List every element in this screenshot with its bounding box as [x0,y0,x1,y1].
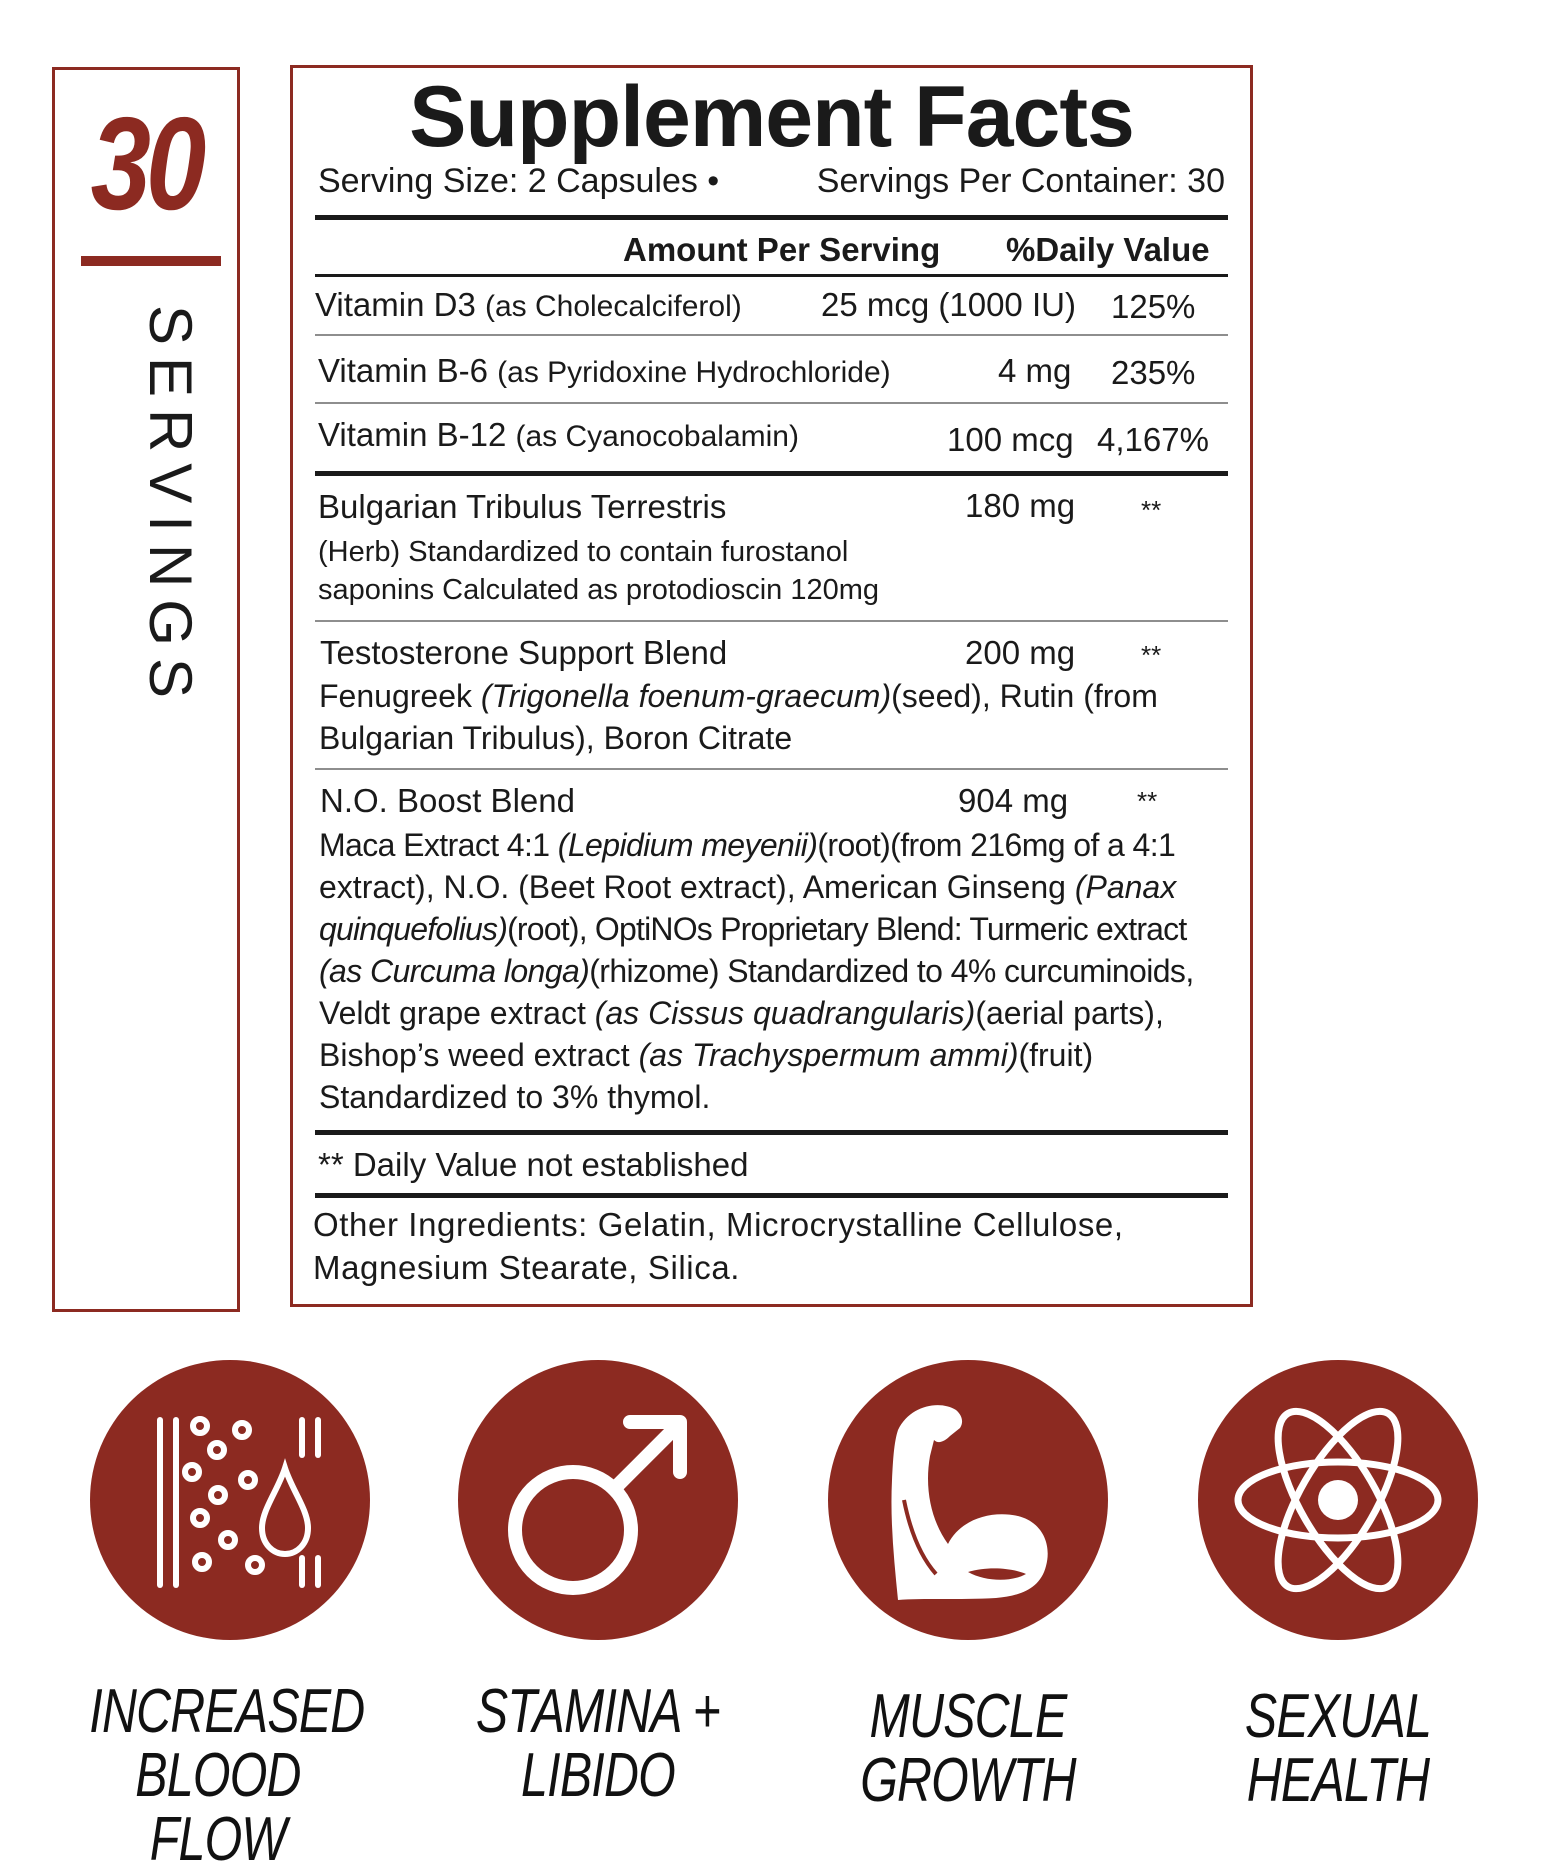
no-blend-desc-4: (as Curcuma longa)(rhizome) Standardized to 4% curcuminoids, [319,953,1194,989]
servings-label: SERVINGS [137,305,204,710]
testosterone-blend-desc-2: Bulgarian Tribulus), Boron Citrate [319,720,793,756]
vitamin-b6-name: Vitamin B-6 (as Pyridoxine Hydrochloride) [318,352,891,389]
divider [315,274,1228,277]
divider [315,1193,1228,1198]
benefit-label-stamina: STAMINA + LIBIDO [475,1677,721,1810]
vitamin-d3-amount: 25 mcg (1000 IU) [821,286,1076,323]
vitamin-b6-dv: 235% [1111,354,1196,391]
servings-panel [52,67,240,1312]
tribulus-desc-1: (Herb) Standardized to contain furostanol [318,536,849,568]
no-blend-name: N.O. Boost Blend [320,782,575,819]
vitamin-d3-name: Vitamin D3 (as Cholecalciferol) [315,286,742,323]
no-blend-desc-7: Standardized to 3% thymol. [319,1079,711,1115]
serving-info [318,162,1225,201]
no-blend-desc-2: extract), N.O. (Beet Root extract), American Ginseng (Panax [319,869,1177,905]
testosterone-blend-desc-1: Fenugreek (Trigonella foenum-graecum)(seed), Rutin (from [319,678,1158,714]
benefit-label-muscle: MUSCLE GROWTH [860,1682,1076,1815]
testosterone-blend-name: Testosterone Support Blend [320,634,728,671]
no-blend-desc-5: Veldt grape extract (as Cissus quadrangularis)(aerial parts), [319,995,1164,1031]
divider [315,334,1228,336]
testosterone-blend-dv: ** [1141,640,1162,670]
divider [315,402,1228,404]
no-blend-desc-1: Maca Extract 4:1 (Lepidium meyenii)(root)(from 216mg of a 4:1 [319,827,1176,863]
benefit-label-sexual-health: SEXUAL HEALTH [1244,1682,1432,1815]
servings-count: 30 [90,90,202,237]
tribulus-dv: ** [1141,495,1162,525]
header-daily-value: %Daily Value [1006,231,1210,268]
flexed-arm-icon [828,1360,1108,1640]
testosterone-blend-amount: 200 mg [965,634,1076,671]
vitamin-d3-dv: 125% [1111,288,1196,325]
tribulus-desc-2: saponins Calculated as protodioscin 120mg [318,574,880,606]
tribulus-name: Bulgarian Tribulus Terrestris [318,488,727,525]
benefit-label-blood-flow: INCREASED BLOOD FLOW [89,1677,365,1874]
no-blend-desc-3: quinquefolius)(root), OptiNOs Proprietary Blend: Turmeric extract [319,911,1187,947]
divider [315,471,1228,476]
atom-icon [1198,1360,1478,1640]
no-blend-desc-6: Bishop’s weed extract (as Trachyspermum ammi)(fruit) [319,1037,1094,1073]
vitamin-b12-name: Vitamin B-12 (as Cyanocobalamin) [318,416,799,453]
vitamin-b12-dv: 4,167% [1097,421,1209,458]
facts-title: Supplement Facts [409,69,1134,165]
divider [315,620,1228,622]
no-blend-dv: ** [1137,786,1158,816]
vitamin-b12-amount: 100 mcg [947,421,1074,458]
header-amount: Amount Per Serving [623,231,941,268]
divider [315,1130,1228,1135]
servings-per-container: Servings Per Container: 30 [816,162,1225,200]
divider [315,768,1228,770]
no-blend-amount: 904 mg [958,782,1069,819]
other-ingredients-1: Other Ingredients: Gelatin, Microcrystalline Cellulose, [313,1206,1124,1243]
supplement-facts-panel [290,65,1253,1307]
vitamin-b6-amount: 4 mg [998,352,1072,389]
serving-size: Serving Size: 2 Capsules • [318,162,720,200]
male-symbol-icon [458,1360,738,1640]
divider [315,215,1228,220]
blood-flow-icon [90,1360,370,1640]
other-ingredients-2: Magnesium Stearate, Silica. [313,1249,741,1286]
servings-divider [81,256,221,266]
daily-value-footnote: ** Daily Value not established [318,1146,749,1183]
tribulus-amount: 180 mg [965,487,1076,524]
